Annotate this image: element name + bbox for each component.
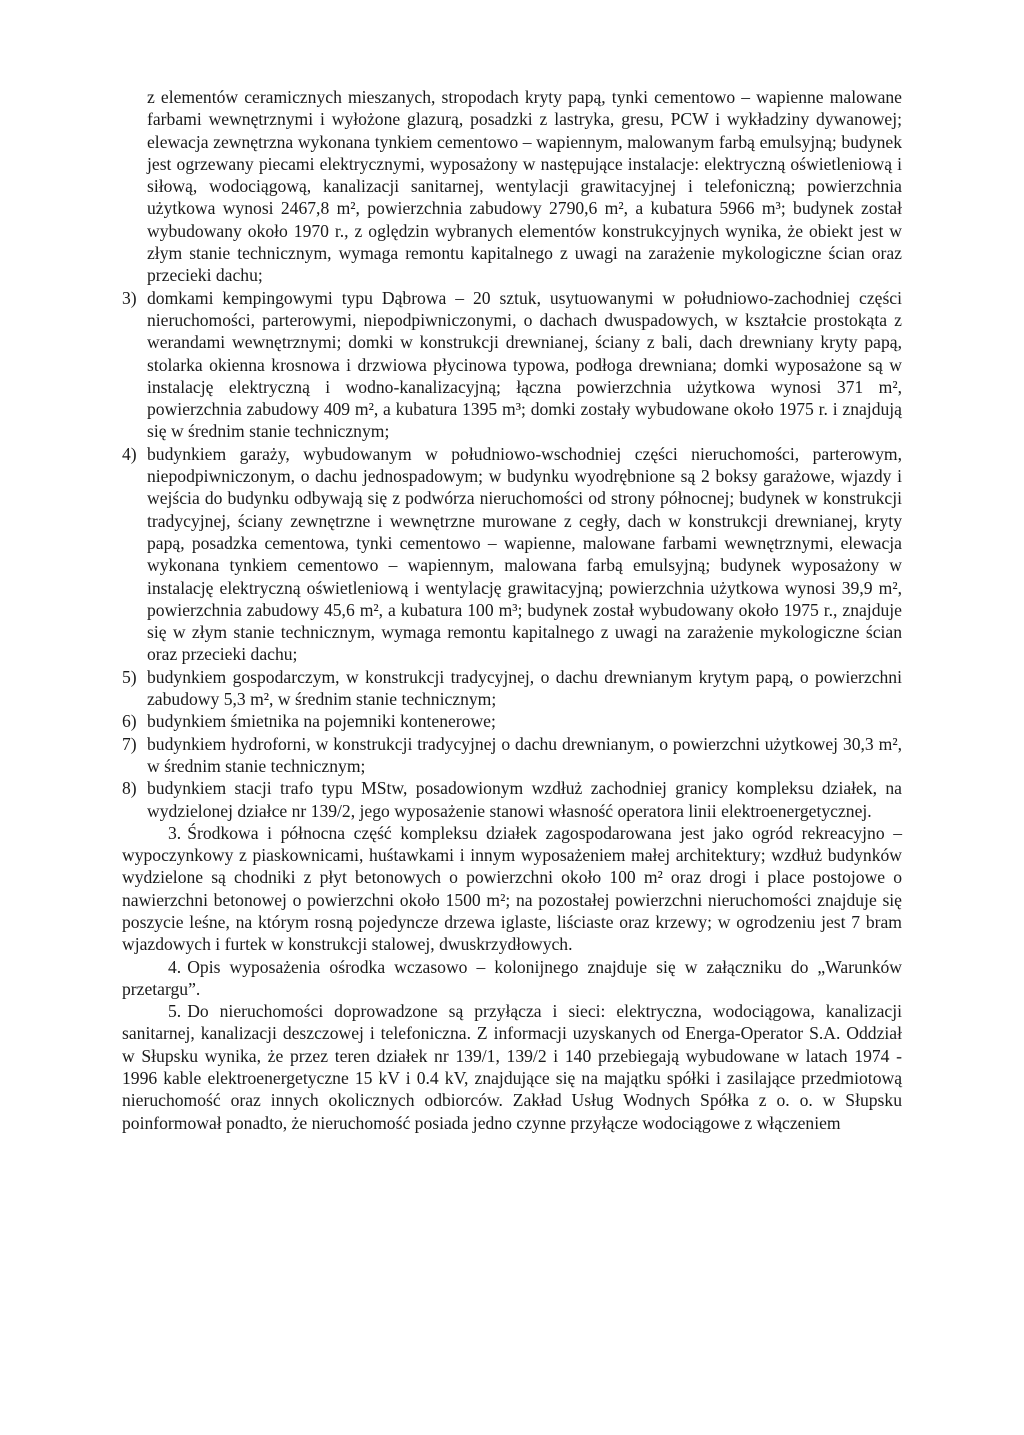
section-number: 4. (168, 956, 182, 977)
section-paragraph-3 (122, 822, 902, 956)
list-item (122, 443, 902, 666)
list-item-text: domkami kempingowymi typu Dąbrowa – 20 sztuk, usytuowanymi w południowo-zachodniej części nieruchomości, parterowymi, niepodpiwniczonymi, o dachach dwuspadowych, w kształcie prostokąta z werandami wewnętrznymi; domki w konstrukcji drewnianej, ściany z bali, dach drewniany kryty papą, stolarka okienna krosnowa i drzwiowa płycinowa typowa, podłoga drewniana; domki wyposażone są w instalację elektryczną i wodno-kanalizacyjną; łączna powierzchnia użytkowa wynosi 371 m², powierzchnia zabudowy 409 m², a kubatura 1395 m³; domki zostały wybudowane około 1975 r. i znajdują się w średnim stanie technicznym; (147, 287, 902, 442)
list-item-number: 4) (122, 443, 137, 464)
section-number: 5. (168, 1001, 182, 1022)
section-number: 3. (168, 822, 182, 843)
section-text: Do nieruchomości doprowadzone są przyłącza i sieci: elektryczna, wodociągowa, kanalizacji sanitarnej, kanalizacji deszczowej i telefoniczna. Z informacji uzyskanych od Energa-Operator S.A. Oddział w Słupsku wynika, że przez teren działek nr 139/1, 139/2 i 140 przebiegają wybudowane w latach 1974 - 1996 kable elektroenergetyczne 15 kV i 0.4 kV, znajdujące się na majątku spółki i zasilające przedmiotową nieruchomość oraz innych okolicznych odbiorców. Zakład Usług Wodnych Spółka z o. o. w Słupsku poinformował ponadto, że nieruchomość posiada jedno czynne przyłącze wodociągowe z włączeniem (122, 1001, 902, 1133)
list-item-number: 8) (122, 778, 137, 799)
section-paragraph-4 (122, 956, 902, 1001)
intro-paragraph: z elementów ceramicznych mieszanych, stropodach kryty papą, tynki cementowo – wapienne malowane farbami wewnętrznymi i wyłożone glazurą, posadzki z lastryka, gresu, PCW i wykładziny dywanowej; elewacja zewnętrzna wykonana tynkiem cementowo – wapiennym, malowanym farbą emulsyjną; budynek jest ogrzewany piecami elektrycznymi, wyposażony w następujące instalacje: elektryczną oświetleniową i siłową, wodociągową, kanalizacji sanitarnej, wentylacji grawitacyjnej i telefoniczną; powierzchnia użytkowa wynosi 2467,8 m², powierzchnia zabudowy 2790,6 m², a kubatura 5966 m³; budynek został wybudowany około 1970 r., z oględzin wybranych elementów konstrukcyjnych wynika, że obiekt jest w złym stanie technicznym, wymaga remontu kapitalnego z uwagi na zarażenie mykologiczne ścian oraz przecieki dachu; (147, 87, 902, 286)
list-item (122, 666, 902, 711)
list-item-number: 7) (122, 733, 137, 754)
list-item (122, 777, 902, 822)
section-paragraph-5 (122, 1000, 902, 1134)
section-text: Środkowa i północna część kompleksu działek zagospodarowana jest jako ogród rekreacyjno – wypoczynkowy z piaskownicami, huśtawkami i innym wyposażeniem małej architektury; wzdłuż budynków wydzielone są chodniki z płyt betonowych o powierzchni około 100 m² oraz drogi i place postojowe o nawierzchni betonowej o powierzchni około 1500 m²; na pozostałej powierzchni nieruchomości znajduje się poszycie leśne, na którym rosną pojedyncze drzewa iglaste, liściaste oraz krzewy; w ogrodzeniu jest 7 bram wjazdowych i furtek w konstrukcji stalowej, dwuskrzydłowych. (122, 822, 902, 955)
document-body (122, 86, 902, 1134)
list-item-text: budynkiem śmietnika na pojemniki kontenerowe; (147, 711, 496, 732)
list-item-number: 3) (122, 287, 137, 308)
list-item-text: budynkiem stacji trafo typu MStw, posadowionym wzdłuż zachodniej granicy kompleksu działek, na wydzielonej działce nr 139/2, jego wyposażenie stanowi własność operatora linii elektroenergetycznej. (147, 778, 902, 821)
list-item-text: budynkiem gospodarczym, w konstrukcji tradycyjnej, o dachu drewnianym krytym papą, o powierzchni zabudowy 5,3 m², w średnim stanie technicznym; (147, 666, 902, 710)
list-item (122, 710, 902, 732)
list-item (122, 733, 902, 778)
list-item-number: 5) (122, 666, 137, 687)
section-text: Opis wyposażenia ośrodka wczasowo – kolonijnego znajduje się w załączniku do „Warunków przetargu”. (122, 956, 902, 999)
list-item (122, 287, 902, 443)
list-item-number: 6) (122, 711, 137, 732)
list-item-text: budynkiem garaży, wybudowanym w południowo-wschodniej części nieruchomości, parterowym, niepodpiwniczonym, o dachu jednospadowym; w budynku wyodrębnione są 2 boksy garażowe, wjazdy i wejścia do budynku odbywają się z podwórza nieruchomości od strony północnej; budynek w konstrukcji tradycyjnej, ściany zewnętrzne i wewnętrzne murowane z cegły, dach w konstrukcji drewnianej, kryty papą, posadzka cementowa, tynki cementowo – wapienne, malowane farbami wewnętrznymi, elewacja wykonana tynkiem cementowo – wapiennym, malowana farbą emulsyjną; budynek wyposażony w instalację elektryczną oświetleniową i wentylację grawitacyjną; powierzchnia użytkowa wynosi 39,9 m², powierzchnia zabudowy 45,6 m², a kubatura 100 m³; budynek został wybudowany około 1975 r., znajduje się w złym stanie technicznym, wymaga remontu kapitalnego z uwagi na zarażenie mykologiczne ścian oraz przecieki dachu; (147, 443, 902, 665)
list-item-text: budynkiem hydroforni, w konstrukcji tradycyjnej o dachu drewnianym, o powierzchni użytkowej 30,3 m², w średnim stanie technicznym; (147, 733, 902, 776)
numbered-list (122, 287, 902, 822)
